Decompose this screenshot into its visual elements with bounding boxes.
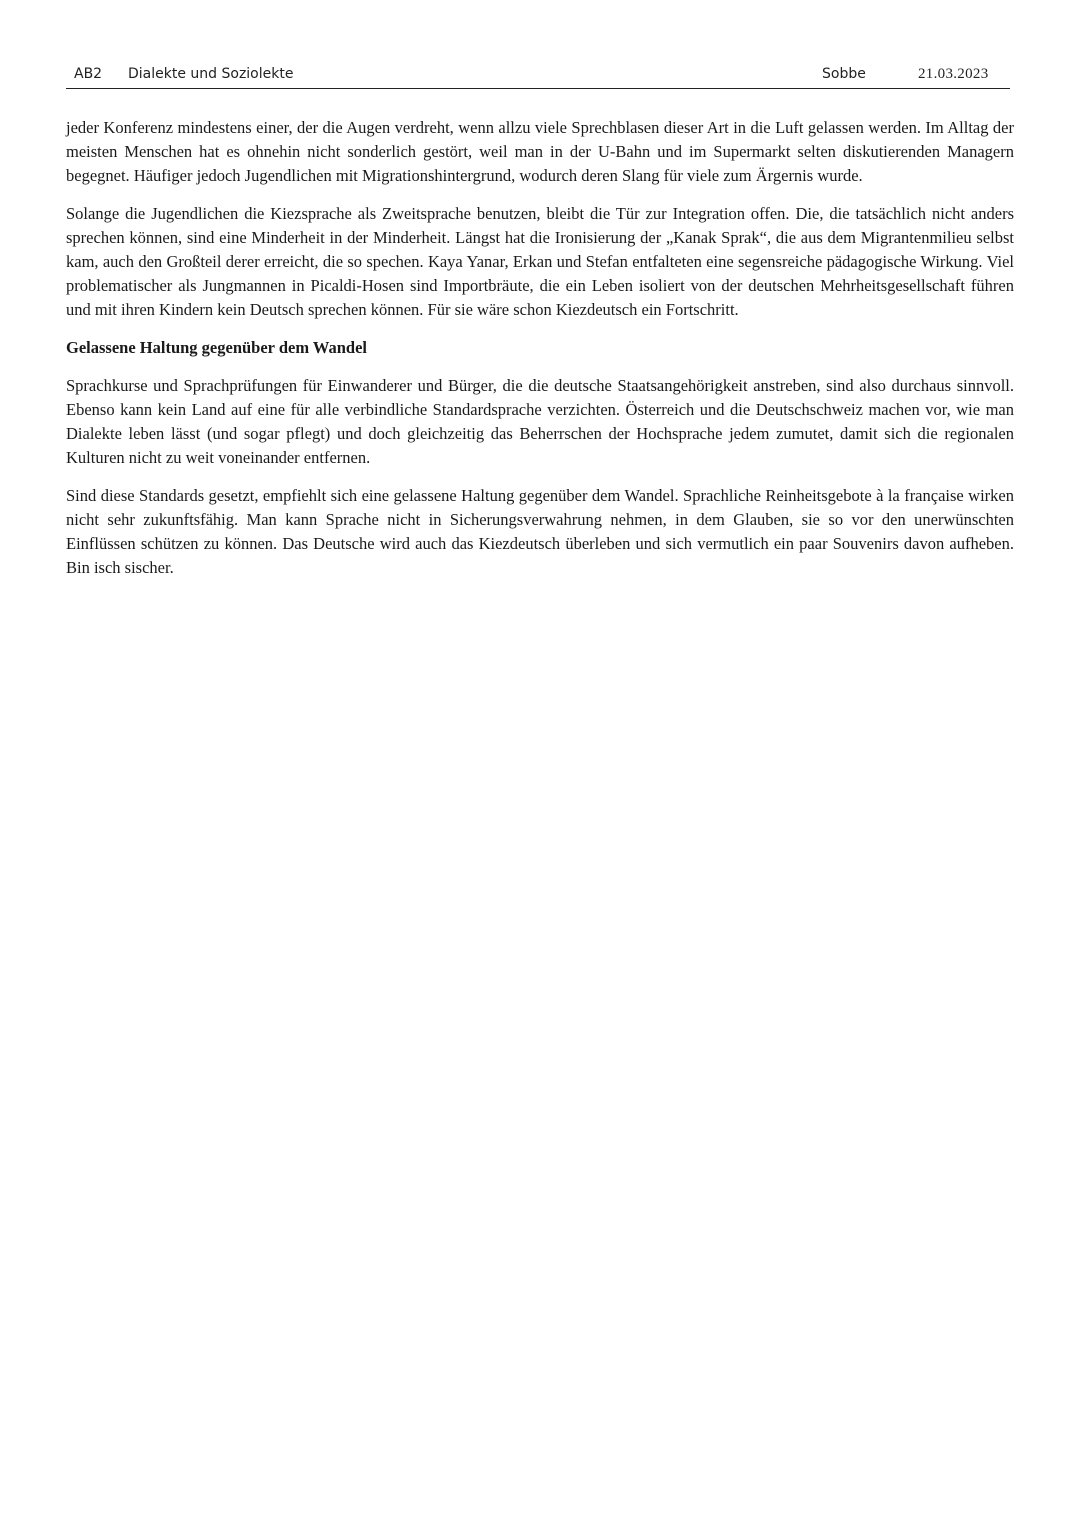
paragraph-1: jeder Konferenz mindestens einer, der die Augen verdreht, wenn allzu viele Sprechblasen dieser Art in die Luft gelassen werden. Im Alltag der meisten Menschen hat es ohnehin nicht sonderlich gestört, weil man in der U-Bahn und im Supermarkt selten diskutierenden Managern begegnet. Häufiger jedoch Jugendlichen mit Migrationshintergrund, wodurch deren Slang für viele zum Ärgernis wurde. <box>66 118 1014 185</box>
paragraph-2: Solange die Jugendlichen die Kiezsprache als Zweitsprache benutzen, bleibt die Tür zur Integration offen. Die, die tatsächlich nicht anders sprechen können, sind eine Minderheit in der Minderheit. Längst hat die Ironisierung der „Kanak Sprak“, die aus dem Migrantenmilieu selbst kam, auch den Großteil derer erreicht, die so spechen. Kaya Yanar, Erkan und Stefan entfalteten eine segensreiche pädagogische Wirkung. Viel problematischer als Jungmannen in Picaldi-Hosen sind Importbräute, die ein Leben isoliert von der deutschen Mehrheitsgesellschaft führen und mit ihren Kindern kein Deutsch sprechen können. Für sie wäre schon Kiezdeutsch ein Fortschritt. <box>66 204 1014 319</box>
paragraph-3: Sprachkurse und Sprachprüfungen für Einwanderer und Bürger, die die deutsche Staatsangehörigkeit anstreben, sind also durchaus sinnvoll. Ebenso kann kein Land auf eine für alle verbindliche Standardsprache verzichten. Österreich und die Deutschschweiz machen vor, wie man Dialekte leben lässt (und sogar pflegt) und doch gleichzeitig das Beherrschen der Hochsprache jedem zumutet, damit sich die regionalen Kulturen nicht zu weit voneinander entfernen. <box>66 376 1014 467</box>
section-heading: Gelassene Haltung gegenüber dem Wandel <box>66 338 367 358</box>
worksheet-code: AB2 <box>74 66 103 82</box>
paragraph-4: Sind diese Standards gesetzt, empfiehlt sich eine gelassene Haltung gegenüber dem Wandel. Sprachliche Reinheitsgebote à la française wirken nicht sehr zukunftsfähig. Man kann Sprache nicht in Sicherungsverwahrung nehmen, in dem Glauben, sie so vor den unerwünschten Einflüssen schützen zu können. Das Deutsche wird auch das Kiezdeutsch überleben und sich vermutlich ein paar Souvenirs davon aufheben. Bin isch sischer. <box>66 486 1014 577</box>
author-name: Sobbe <box>822 66 866 82</box>
worksheet-title: Dialekte und Soziolekte <box>128 66 294 82</box>
document-date: 21.03.2023 <box>918 66 989 82</box>
article-body <box>66 116 1014 595</box>
page-header <box>66 64 1010 89</box>
